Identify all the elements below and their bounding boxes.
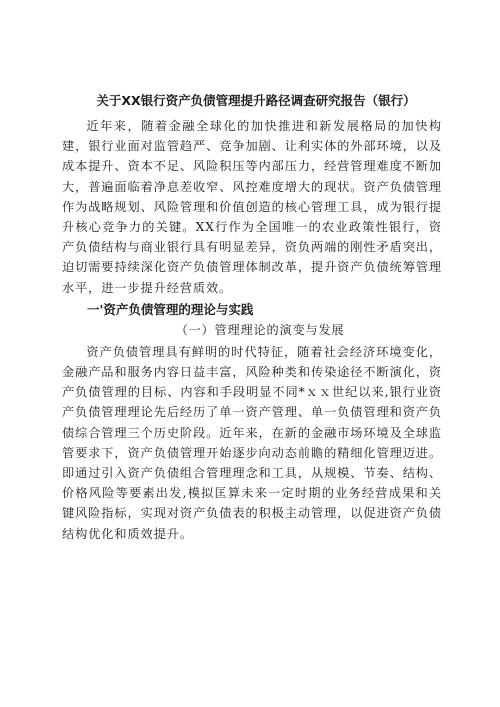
document-title: 关于XX银行资产负债管理提升路径调查研究报告（银行） [96,93,416,108]
subsection-heading: （一）管理理论的演变与发展 [175,322,345,337]
intro-paragraph: 近年来，随着金融全球化的加快推进和新发展格局的加快构建，银行业面对监管趋严、竞争加剧、让利实体的外部环境，以及成本提升、资本不足、风险积压等内部压力，经营管理难度不断加大，普遍面临着净息差收窄、风控难度增大的现状。资产负债管理作为战略规划、风险管理和价值创造的核心管理工具，成为银行提升核心竞争力的关键。XX行作为全国唯一的农业政策性银行，资产负债结构与商业银行具有明显差异，资负两端的刚性矛盾突出，迫切需要持续深化资产负债管理体制改革，提升资产负债统筹管理水平，进一步提升经营质效。 [62,119,442,295]
section-heading: 一'资产负债管理的理论与实践 [87,301,254,317]
body-paragraph: 资产负债管理具有鲜明的时代特征，随着社会经济环境变化，金融产品和服务内容日益丰富，风险种类和传染途径不断演化，资产负债管理的目标、内容和手段明显不同*ｘｘ世纪以来,银行业资产负债管理理论先后经历了单一资产管理、单一负债管理和资产负债综合管理三个历史阶段。近年来，在新的金融市场环境及全球监管要求下，资产负债管理开始逐步向动态前瞻的精细化管理迈进。即通过引入资产负债组合管理理念和工具，从规模、节奏、结构、价格风险等要素出发,模拟匡算未来一定时期的业务经营成果和关键风险指标，实现对资产负债表的积极主动管理，以促进资产负债结构优化和质效提升。 [62,344,442,541]
